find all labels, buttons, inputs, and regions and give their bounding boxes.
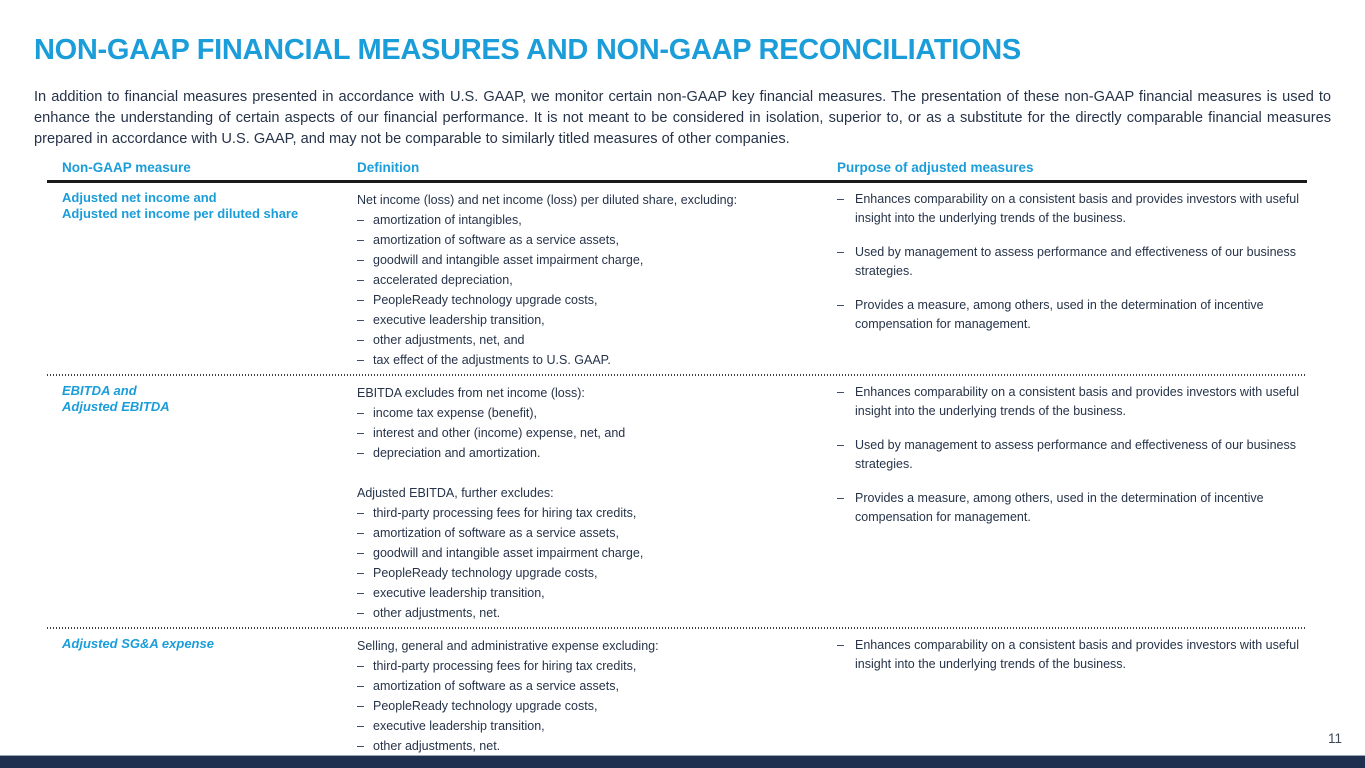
definition-item-text: depreciation and amortization. <box>373 446 541 460</box>
definition-item-text: third-party processing fees for hiring tax credits, <box>373 506 637 520</box>
purpose-item <box>837 190 1307 228</box>
column-header-purpose: Purpose of adjusted measures <box>837 160 1034 175</box>
dash-marker: – <box>357 719 364 733</box>
purpose-cell <box>837 636 1307 756</box>
definition-item <box>357 736 809 756</box>
definition-item <box>357 270 809 290</box>
page-number: 11 <box>1327 731 1342 746</box>
definition-item-text: accelerated depreciation, <box>373 273 513 287</box>
definition-item <box>357 716 809 736</box>
definition-lead: Adjusted EBITDA, further excludes: <box>357 486 554 500</box>
dash-marker: – <box>837 192 844 206</box>
dash-marker: – <box>357 739 364 753</box>
purpose-item-text: Used by management to assess performance and effectiveness of our business strategies. <box>855 245 1296 278</box>
dash-marker: – <box>357 679 364 693</box>
definition-item <box>357 310 809 330</box>
definition-item <box>357 676 809 696</box>
dash-marker: – <box>357 446 364 460</box>
table-row <box>47 183 1307 374</box>
definition-lead: Net income (loss) and net income (loss) per diluted share, excluding: <box>357 193 738 207</box>
definition-item <box>357 290 809 310</box>
definition-cell <box>357 636 837 756</box>
definition-item <box>357 230 809 250</box>
definition-item <box>357 543 809 563</box>
measure-cell <box>47 636 357 756</box>
dash-marker: – <box>357 213 364 227</box>
non-gaap-table <box>47 160 1307 760</box>
definition-item-text: amortization of software as a service assets, <box>373 679 619 693</box>
definition-item-text: third-party processing fees for hiring tax credits, <box>373 659 637 673</box>
definition-item <box>357 696 809 716</box>
definition-item <box>357 330 809 350</box>
column-header-definition: Definition <box>357 160 420 175</box>
dash-marker: – <box>357 506 364 520</box>
dash-marker: – <box>837 245 844 259</box>
dash-marker: – <box>837 298 844 312</box>
dash-marker: – <box>357 313 364 327</box>
footer-bar <box>0 755 1365 768</box>
dash-marker: – <box>357 586 364 600</box>
definition-item-text: executive leadership transition, <box>373 586 545 600</box>
purpose-item-text: Used by management to assess performance and effectiveness of our business strategies. <box>855 438 1296 471</box>
dash-marker: – <box>357 353 364 367</box>
definition-item-text: other adjustments, net. <box>373 606 501 620</box>
measure-label: Adjusted SG&A expense <box>62 636 214 651</box>
definition-item-text: tax effect of the adjustments to U.S. GAAP. <box>373 353 611 367</box>
definition-item <box>357 656 809 676</box>
dash-marker: – <box>357 293 364 307</box>
intro-paragraph: In addition to financial measures presented in accordance with U.S. GAAP, we monitor certain non-GAAP key financial measures. The presentation of these non-GAAP financial measures is used to enhance the understanding of certain aspects of our financial performance. It is not meant to be considered in isolation, superior to, or as a substitute for the directly comparable financial measures prepared in accordance with U.S. GAAP, and may not be comparable to similarly titled measures of other companies. <box>34 89 1331 147</box>
measure-label: EBITDA and <box>62 383 137 398</box>
table-row <box>47 376 1307 627</box>
definition-item <box>357 603 809 623</box>
dash-marker: – <box>357 566 364 580</box>
dash-marker: – <box>357 273 364 287</box>
purpose-item-text: Provides a measure, among others, used in the determination of incentive compensation for management. <box>855 298 1264 331</box>
purpose-item <box>837 436 1307 474</box>
purpose-item <box>837 296 1307 334</box>
definition-item <box>357 523 809 543</box>
definition-item <box>357 563 809 583</box>
purpose-item <box>837 243 1307 281</box>
definition-block <box>357 483 809 623</box>
dash-marker: – <box>357 546 364 560</box>
dash-marker: – <box>357 406 364 420</box>
definition-lead: EBITDA excludes from net income (loss): <box>357 386 585 400</box>
dash-marker: – <box>357 233 364 247</box>
column-header-measure: Non-GAAP measure <box>62 160 191 175</box>
table-header-row <box>47 160 1307 183</box>
definition-item-text: interest and other (income) expense, net, and <box>373 426 626 440</box>
definition-cell <box>357 190 837 370</box>
dash-marker: – <box>357 606 364 620</box>
table-row <box>47 629 1307 760</box>
dash-marker: – <box>837 491 844 505</box>
dash-marker: – <box>357 253 364 267</box>
definition-item-text: PeopleReady technology upgrade costs, <box>373 566 598 580</box>
purpose-cell <box>837 383 1307 623</box>
purpose-item-text: Enhances comparability on a consistent basis and provides investors with useful insight into the underlying trends of the business. <box>855 192 1299 225</box>
definition-item <box>357 583 809 603</box>
definition-item <box>357 503 809 523</box>
purpose-item-text: Provides a measure, among others, used in the determination of incentive compensation for management. <box>855 491 1264 524</box>
dash-marker: – <box>357 426 364 440</box>
definition-item <box>357 210 809 230</box>
definition-item-text: other adjustments, net. <box>373 739 501 753</box>
definition-block <box>357 383 809 463</box>
page-title: NON-GAAP FINANCIAL MEASURES AND NON-GAAP RECONCILIATIONS <box>34 34 1021 66</box>
dash-marker: – <box>357 526 364 540</box>
definition-item-text: goodwill and intangible asset impairment charge, <box>373 546 644 560</box>
dash-marker: – <box>837 438 844 452</box>
definition-block <box>357 636 809 756</box>
dash-marker: – <box>837 638 844 652</box>
definition-item <box>357 423 809 443</box>
definition-item-text: executive leadership transition, <box>373 719 545 733</box>
purpose-item-text: Enhances comparability on a consistent basis and provides investors with useful insight into the underlying trends of the business. <box>855 638 1299 671</box>
definition-item-text: executive leadership transition, <box>373 313 545 327</box>
dash-marker: – <box>837 385 844 399</box>
dash-marker: – <box>357 699 364 713</box>
purpose-cell <box>837 190 1307 370</box>
definition-item <box>357 403 809 423</box>
definition-item-text: PeopleReady technology upgrade costs, <box>373 699 598 713</box>
measure-label: Adjusted EBITDA <box>62 399 170 414</box>
definition-item-text: amortization of software as a service assets, <box>373 526 619 540</box>
definition-item <box>357 350 809 370</box>
definition-item-text: other adjustments, net, and <box>373 333 525 347</box>
measure-cell <box>47 190 357 370</box>
dash-marker: – <box>357 659 364 673</box>
definition-item-text: amortization of intangibles, <box>373 213 522 227</box>
purpose-item <box>837 489 1307 527</box>
definition-item <box>357 443 809 463</box>
definition-lead: Selling, general and administrative expense excluding: <box>357 639 659 653</box>
definition-item-text: PeopleReady technology upgrade costs, <box>373 293 598 307</box>
table-body <box>47 183 1307 760</box>
definition-block <box>357 190 809 370</box>
purpose-item-text: Enhances comparability on a consistent basis and provides investors with useful insight into the underlying trends of the business. <box>855 385 1299 418</box>
definition-cell <box>357 383 837 623</box>
measure-cell <box>47 383 357 623</box>
definition-item <box>357 250 809 270</box>
measure-label: Adjusted net income per diluted share <box>62 206 299 221</box>
purpose-item <box>837 636 1307 674</box>
definition-item-text: goodwill and intangible asset impairment charge, <box>373 253 644 267</box>
definition-item-text: amortization of software as a service assets, <box>373 233 619 247</box>
measure-label: Adjusted net income and <box>62 190 217 205</box>
dash-marker: – <box>357 333 364 347</box>
purpose-item <box>837 383 1307 421</box>
definition-item-text: income tax expense (benefit), <box>373 406 537 420</box>
